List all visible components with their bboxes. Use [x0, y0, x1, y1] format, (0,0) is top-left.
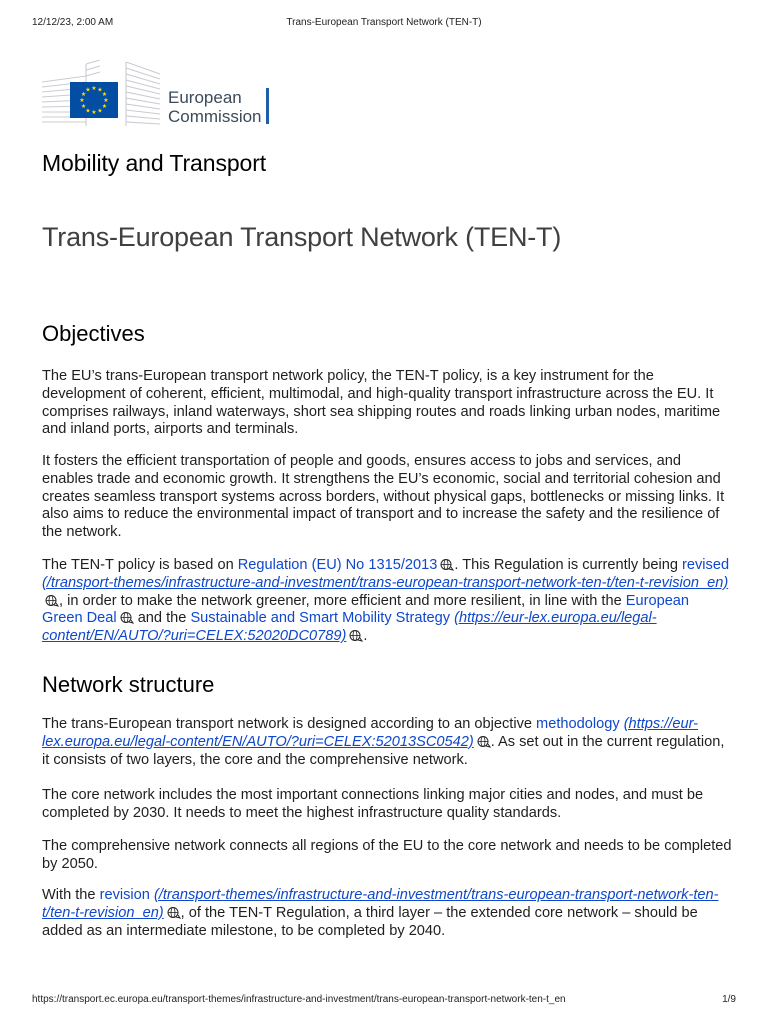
- network-paragraph-3: The comprehensive network connects all regions of the EU to the core network and needs to be completed by 2050.: [42, 838, 732, 872]
- svg-text:★: ★: [91, 85, 97, 92]
- network-paragraph-4: [42, 887, 732, 940]
- text: With the: [42, 887, 100, 903]
- mobility-strategy-link[interactable]: Sustainable and Smart Mobility Strategy: [190, 610, 451, 627]
- svg-text:★: ★: [101, 103, 108, 110]
- print-doc-title: Trans-European Transport Network (TEN-T): [286, 17, 482, 28]
- text: and the: [133, 610, 191, 627]
- network-structure-heading: Network structure: [42, 672, 215, 697]
- external-link-icon[interactable]: [476, 735, 491, 748]
- text: .: [363, 628, 368, 645]
- svg-text:★: ★: [85, 107, 91, 115]
- methodology-link[interactable]: methodology: [536, 716, 620, 732]
- text: , in order to make the network greener, more efficient and more resilient, in line with the: [59, 592, 626, 609]
- svg-text:★: ★: [91, 109, 97, 116]
- svg-text:★: ★: [97, 107, 103, 115]
- svg-text:★: ★: [79, 97, 85, 104]
- text: . As set out in the current regulation, it consists of two layers, the core and the comprehensive network.: [42, 733, 725, 768]
- objectives-paragraph-3: [42, 557, 732, 646]
- text: . This Regulation is currently being: [454, 557, 683, 573]
- methodology-url[interactable]: (https://eur-lex.europa.eu/legal-content/EN/AUTO/?uri=CELEX:52013SC0542): [42, 716, 699, 750]
- site-title: Mobility and Transport: [42, 150, 267, 176]
- external-link-icon[interactable]: [439, 558, 454, 571]
- svg-text:★: ★: [85, 86, 91, 94]
- svg-text:★: ★: [80, 91, 87, 98]
- network-paragraph-1: [42, 716, 732, 769]
- logo-line-2: Commission: [168, 107, 262, 126]
- revised-link[interactable]: revised: [682, 557, 730, 573]
- european-commission-logo[interactable]: [42, 60, 272, 126]
- revision-link[interactable]: revision: [99, 887, 150, 903]
- network-paragraph-2: The core network includes the most important connections linking major cities and nodes, and must be completed by 2030. It needs to meet the highest infrastructure quality standards.: [42, 787, 704, 821]
- text: The TEN-T policy is based on: [42, 557, 238, 573]
- external-link-icon[interactable]: [44, 594, 59, 607]
- page-title: Trans-European Transport Network (TEN-T): [42, 222, 562, 252]
- regulation-link[interactable]: Regulation (EU) No 1315/2013: [237, 557, 438, 573]
- print-datetime: 12/12/23, 2:00 AM: [32, 17, 114, 28]
- green-deal-link[interactable]: European Green Deal: [42, 592, 690, 627]
- print-page-number: 1/9: [722, 994, 736, 1005]
- logo-text: [168, 88, 262, 126]
- print-url: https://transport.ec.europa.eu/transport-themes/infrastructure-and-investment/trans-european-transport-network-ten-t_en: [32, 994, 566, 1005]
- logo-line-1: European: [168, 88, 242, 107]
- svg-text:★: ★: [97, 86, 103, 94]
- external-link-icon[interactable]: [119, 611, 134, 624]
- svg-text:★: ★: [101, 91, 108, 98]
- text: , of the TEN-T Regulation, a third layer – the extended core network – should be added as an intermediate milestone, to be completed by 2040.: [42, 904, 698, 939]
- objectives-heading: Objectives: [42, 321, 145, 346]
- svg-text:★: ★: [103, 97, 109, 104]
- external-link-icon[interactable]: [166, 906, 181, 919]
- revised-url[interactable]: (/transport-themes/infrastructure-and-investment/trans-european-transport-network-ten-t/ten-t-revision_en): [42, 574, 729, 591]
- objectives-paragraph-2: It fosters the efficient transportation of people and goods, ensures access to jobs and services, and enables trade and economic growth. It strengthens the EU’s economic, social and territorial cohesion and creates seamless transport systems across borders, without physical gaps, bottlenecks or missing links. It also aims to reduce the environmental impact of transport and to increase the safety and the resilience of the network.: [42, 453, 725, 541]
- mobility-strategy-url[interactable]: (https://eur-lex.europa.eu/legal-content/EN/AUTO/?uri=CELEX:52020DC0789): [42, 610, 657, 645]
- objectives-paragraph-1: The EU’s trans-European transport network policy, the TEN-T policy, is a key instrument for the development of coherent, efficient, multimodal, and high-quality transport infrastructure across the EU. It comprises railways, inland waterways, short sea shipping routes and roads linking urban nodes, maritime and inland ports, airports and terminals.: [42, 368, 721, 438]
- text: The trans-European transport network is designed according to an objective: [42, 716, 537, 732]
- svg-text:★: ★: [80, 103, 87, 110]
- revision-url[interactable]: (/transport-themes/infrastructure-and-investment/trans-european-transport-network-ten-t/ten-t-revision_en): [42, 887, 719, 921]
- external-link-icon[interactable]: [348, 629, 363, 642]
